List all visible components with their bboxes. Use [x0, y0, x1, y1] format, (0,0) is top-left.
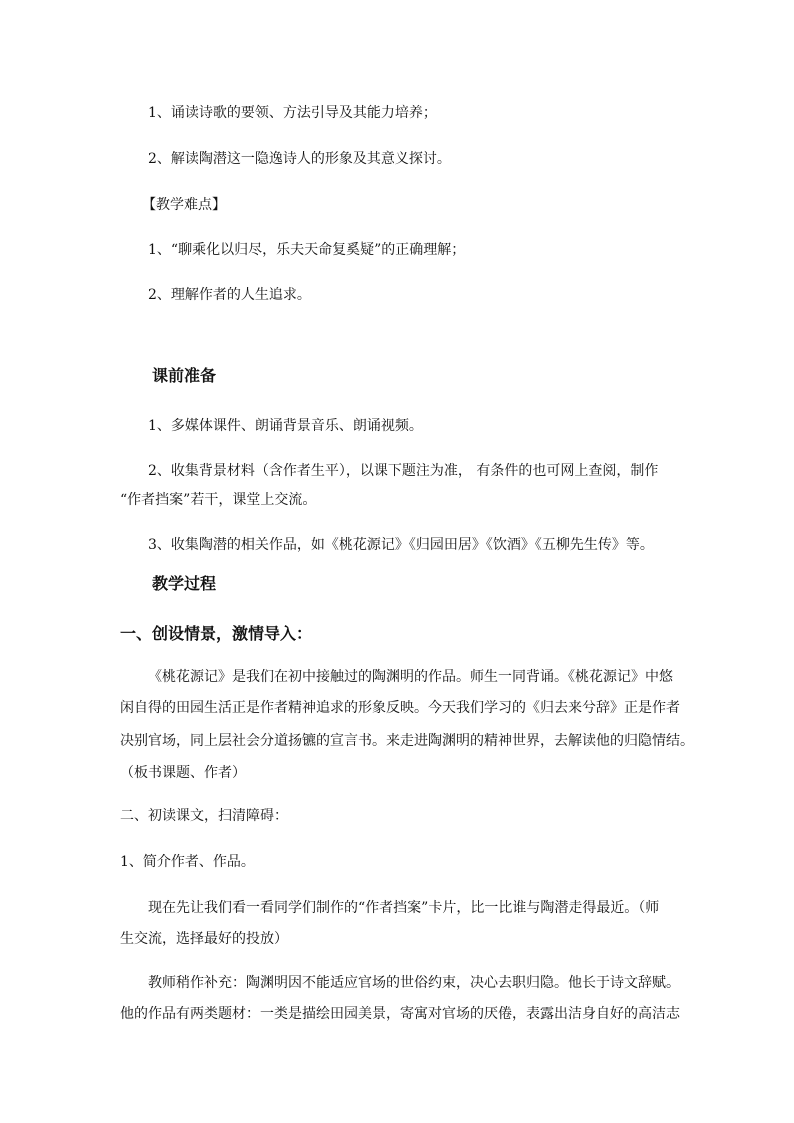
sub1-title: 1、简介作者、作品。	[120, 854, 255, 870]
section1-line-1: 《桃花源记》是我们在初中接触过的陶渊明的作品。师生一同背诵。《桃花源记》中悠	[148, 669, 673, 685]
sub2-line-2: 他的作品有两类题材：一类是描绘田园美景，寄寓对官场的厌倦，表露出洁身自好的高洁志	[120, 1006, 680, 1022]
section2-title: 二、初读课文，扫清障碍：	[120, 808, 288, 824]
focus-point-1: 1、诵读诗歌的要领、方法引导及其能力培养；	[148, 105, 437, 121]
sub1-line-1: 现在先让我们看一看同学们制作的“作者挡案”卡片，比一比谁与陶潜走得最近。（师	[148, 900, 660, 916]
difficulty-heading: 【教学难点】	[142, 197, 226, 213]
section1-line-3: 决别官场，同上层社会分道扬镳的宣言书。来走进陶渊明的精神世界，去解读他的归隐情结。	[120, 733, 694, 749]
section1-title: 一、创设情景，激情导入：	[120, 624, 313, 643]
sub1-line-2: 生交流，选择最好的投放）	[120, 931, 288, 947]
prep-item-1: 1、多媒体课件、朗诵背景音乐、朗诵视频。	[148, 418, 423, 434]
prep-item-2: 2、收集背景材料（含作者生平），以课下题注为准， 有条件的也可网上查阅，制作	[148, 463, 659, 479]
prep-item-2-cont: “作者挡案”若干，课堂上交流。	[120, 492, 317, 508]
section1-line-4: （板书课题、作者）	[120, 765, 246, 781]
prep-item-3: 3、收集陶潜的相关作品，如《桃花源记》《归园田居》《饮酒》《五柳先生传》等。	[148, 537, 654, 553]
process-heading: 教学过程	[152, 574, 217, 593]
section1-line-2: 闲自得的田园生活正是作者精神追求的形象反映。今天我们学习的《归去来兮辞》正是作者	[120, 700, 680, 716]
focus-point-2: 2、解读陶潜这一隐逸诗人的形象及其意义探讨。	[148, 151, 451, 167]
sub2-line-1: 教师稍作补充：陶渊明因不能适应官场的世俗约束，决心去职归隐。他长于诗文辞赋。	[148, 975, 680, 991]
prep-heading: 课前准备	[152, 366, 217, 385]
difficulty-point-1: 1、“聊乘化以归尽，乐夫天命复奚疑”的正确理解；	[148, 242, 466, 258]
difficulty-point-2: 2、理解作者的人生追求。	[148, 287, 311, 303]
